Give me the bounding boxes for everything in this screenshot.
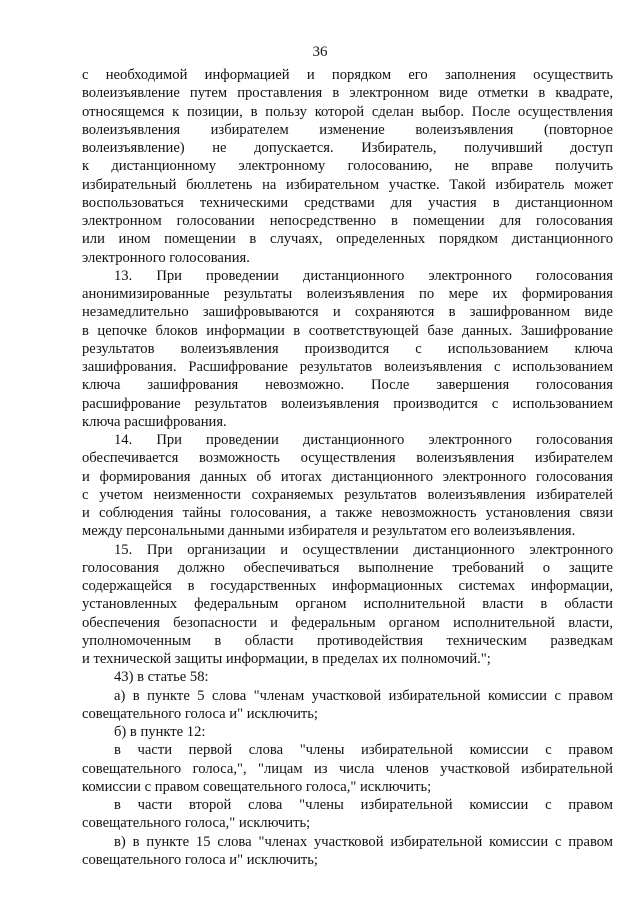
text-line: волеизъявление путем проставления в электронном виде отметки в квадрате, [82, 85, 613, 102]
text-line: волеизъявление) не допускается. Избиратель, получивший доступ [82, 140, 613, 156]
page-number: 36 [312, 44, 328, 60]
text-line: электронного голосования. [82, 249, 250, 266]
text-line: воспользоваться техническими средствами для участия в дистанционном [82, 194, 613, 211]
text-line: обеспечения безопасности и федеральным органом исполнительной власти, [82, 614, 613, 631]
text-line: б) в пункте 12: [114, 724, 206, 740]
text-line: и формирования данных об итогах дистанционного электронного голосования [82, 468, 613, 485]
text-line: в) в пункте 15 слова "членах участковой избирательной комиссии с правом [114, 833, 613, 850]
text-line: совещательного голоса и" исключить; [82, 851, 318, 868]
text-line: 43) в статье 58: [114, 669, 209, 686]
text-line: незамедлительно зашифровываются и сохраняются в зашифрованном виде [82, 304, 613, 321]
text-line: с учетом неизменности сохраняемых результатов волеизъявления избирателей [82, 486, 613, 503]
text-line: или ином помещении в случаях, определенных порядком дистанционного [82, 231, 613, 248]
text-line: совещательного голоса," исключить; [82, 815, 311, 832]
text-line: в части первой слова "члены избирательной комиссии с правом [114, 742, 613, 759]
text-line: избирательный бюллетень на избирательном участке. Такой избиратель может [82, 176, 613, 193]
text-line: между персональными данными избирателя и результатом его волеизъявления. [82, 523, 576, 540]
text-line: относящемся к позиции, в пользу которой сделан выбор. После осуществления [82, 103, 613, 120]
text-line: электронном голосовании непосредственно в помещении для голосования [82, 213, 613, 229]
text-line: 13. При проведении дистанционного электронного голосования [114, 267, 613, 284]
text-line: обеспечивается возможность осуществления волеизъявления избирателем [82, 450, 613, 467]
text-line: в части второй слова "члены избирательной комиссии с правом [114, 797, 613, 813]
text-line: а) в пункте 5 слова "членам участковой избирательной комиссии с правом [114, 687, 613, 704]
text-line: расшифрование результатов волеизъявления производится с использованием [82, 395, 613, 412]
text-line: анонимизированные результаты волеизъявления по мере их формирования [82, 286, 613, 302]
text-line: содержащейся в государственных информационных системах информации, [82, 578, 613, 594]
text-line: в цепочке блоков информации в соответствующей базе данных. Зашифрование [82, 322, 613, 339]
text-line: совещательного голоса и" исключить; [82, 705, 318, 722]
text-line: зашифрования. Расшифрование результатов волеизъявления с использованием [82, 359, 613, 375]
text-line: волеизъявления избирателем изменение волеизъявления (повторное [82, 121, 613, 138]
text-line: совещательного голоса,", "лицам из числа членов участковой избирательной [82, 760, 613, 777]
document-body [82, 66, 613, 869]
text-line: голосования должно обеспечиваться выполнение требований о защите [82, 559, 613, 576]
text-line: 14. При проведении дистанционного электронного голосования [114, 432, 613, 448]
text-line: ключа расшифрования. [82, 413, 227, 430]
text-line: и технической защиты информации, в пределах их полномочий."; [82, 651, 491, 667]
text-line: комиссии с правом совещательного голоса," исключить; [82, 778, 432, 795]
text-line: установленных федеральным органом исполнительной власти в области [82, 596, 613, 613]
text-line: уполномоченным в области противодействия техническим разведкам [82, 632, 613, 649]
text-line: к дистанционному электронному голосованию, не вправе получить [82, 158, 613, 175]
text-line: результатов волеизъявления производится с использованием ключа [82, 340, 613, 357]
text-line: ключа зашифрования невозможно. После завершения голосования [82, 377, 613, 394]
text-line: и соблюдения тайны голосования, а также невозможность установления связи [82, 505, 613, 521]
text-line: 15. При организации и осуществлении дистанционного электронного [114, 541, 613, 558]
text-line: с необходимой информацией и порядком его заполнения осуществить [82, 67, 613, 83]
